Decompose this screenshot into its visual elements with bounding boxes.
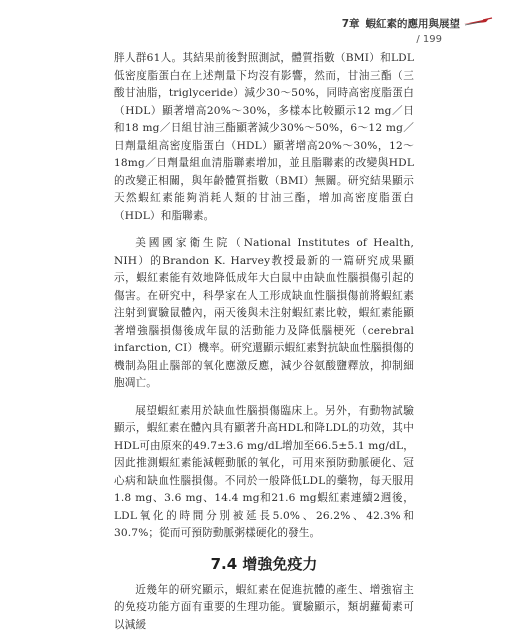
paragraph-4: 近幾年的研究顯示，蝦紅素在促進抗體的產生、增強宿主的免疫功能方面有重要的生理功能。實驗顯示，類胡蘿蔔素可以減緩 xyxy=(114,583,414,631)
paragraph-2: 美國國家衛生院（National Institutes of Health, NIH）的Brandon K. Harvey教授最新的一篇研究成果顯示，蝦紅素能有效地降低成年大白鼠中由缺血性腦損傷引起的傷害。在研究中，科學家在人工形成缺血性腦損傷前將蝦紅素注射到實驗鼠體內，兩天後與未注射蝦紅素比較，蝦紅素能顯著增強腦損傷後成年鼠的活動能力及降低腦梗死（cerebral infarction, CI）機率。研究還顯示蝦紅素對抗缺血性腦損傷的機制為阻止腦部的氧化應激反應，減少谷氨酸鹽釋放，抑制細胞凋亡。 xyxy=(114,237,414,389)
paragraph-1: 胖人群61人。其結果前後對照測試，體質指數（BMI）和LDL低密度脂蛋白在上述劑量下均沒有影響，然而，甘油三酯（三酸甘油脂，triglyceride）減少30～50%，同時高密度脂蛋白（HDL）顯著增高20%～30%，多樣本比較顯示12 mg／日和18 mg／日組甘油三酯顯著減少30%～50%，6～12 mg／日劑量組高密度脂蛋白（HDL）顯著增高20%～30%，12～18mg／日劑量組血清脂聯素增加，並且脂聯素的改變與HDL的改變正相關，與年齡體質指數（BMI）無關。研究結果顯示天然蝦紅素能夠消耗人類的甘油三酯，增加高密度脂蛋白（HDL）和脂聯素。 xyxy=(114,52,414,222)
section-heading: 7.4 增強免疫力 xyxy=(210,554,318,573)
chapter-title: 蝦紅素的應用與展望 xyxy=(365,18,460,30)
paragraph-3: 展望蝦紅素用於缺血性腦損傷臨床上。另外，有動物試驗顯示，蝦紅素在體內具有顯著升高HDL和降LDL的功效，其中HDL可由原來的49.7±3.6 mg/dL增加至66.5±5.1 mg/dL，因此推測蝦紅素能減輕動脈的氧化，可用來預防動脈硬化、冠心病和缺血性腦損傷。不同於一般降低LDL的藥物，每天服用1.8 mg、3.6 mg、14.4 mg和21.6 mg蝦紅素連續2週後，LDL氧化的時間分別被延長5.0%、26.2%、42.3%和30.7%；從而可預防動脈粥樣硬化的發生。 xyxy=(114,404,414,539)
pen-icon xyxy=(463,17,493,27)
page-header xyxy=(0,14,520,54)
page-number: / 199 xyxy=(416,34,442,45)
chapter-number: 7章 xyxy=(341,18,360,30)
running-head xyxy=(342,16,460,31)
body-text xyxy=(114,50,414,644)
